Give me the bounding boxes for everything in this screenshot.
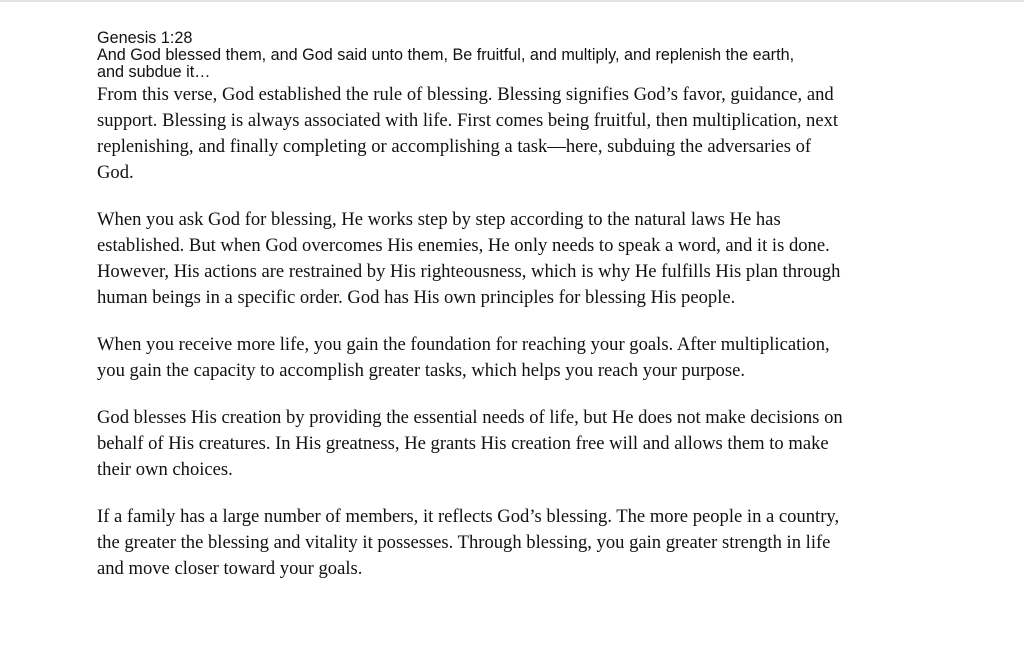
text-line: However, His actions are restrained by His righteousness, which is why He fulfills His plan through: [97, 261, 841, 282]
text-line: you gain the capacity to accomplish greater tasks, which helps you reach your purpose.: [97, 360, 745, 381]
text-line: the greater the blessing and vitality it possesses. Through blessing, you gain greater strength in life: [97, 532, 831, 553]
text-line: When you receive more life, you gain the foundation for reaching your goals. After multiplication,: [97, 334, 830, 355]
verse-text-line: And God blessed them, and God said unto them, Be fruitful, and multiply, and replenish the earth,: [97, 46, 795, 64]
text-line: From this verse, God established the rule of blessing. Blessing signifies God’s favor, guidance, and: [97, 84, 834, 105]
scripture-quote: [97, 30, 957, 81]
paragraph-4: [97, 405, 957, 483]
top-divider: [0, 0, 1024, 2]
text-line: and move closer toward your goals.: [97, 558, 363, 579]
paragraph-2: [97, 207, 957, 311]
text-line: God blesses His creation by providing the essential needs of life, but He does not make decisions on: [97, 407, 843, 428]
text-line: When you ask God for blessing, He works step by step according to the natural laws He has: [97, 209, 781, 230]
text-line: support. Blessing is always associated with life. First comes being fruitful, then multiplication, next: [97, 110, 839, 131]
paragraph-1: [97, 82, 957, 186]
text-line: their own choices.: [97, 459, 233, 480]
text-line: If a family has a large number of members, it reflects God’s blessing. The more people in a country,: [97, 506, 840, 527]
text-line: God.: [97, 162, 134, 183]
text-line: human beings in a specific order. God has His own principles for blessing His people.: [97, 287, 736, 308]
text-line: replenishing, and finally completing or accomplishing a task—here, subduing the adversaries of: [97, 136, 812, 157]
text-line: behalf of His creatures. In His greatness, He grants His creation free will and allows them to make: [97, 433, 829, 454]
verse-reference: Genesis 1:28: [97, 29, 193, 47]
paragraph-3: [97, 332, 957, 384]
paragraph-5: [97, 504, 957, 582]
verse-text-line: and subdue it…: [97, 63, 211, 81]
text-line: established. But when God overcomes His enemies, He only needs to speak a word, and it is done.: [97, 235, 830, 256]
document-body: [97, 30, 957, 603]
